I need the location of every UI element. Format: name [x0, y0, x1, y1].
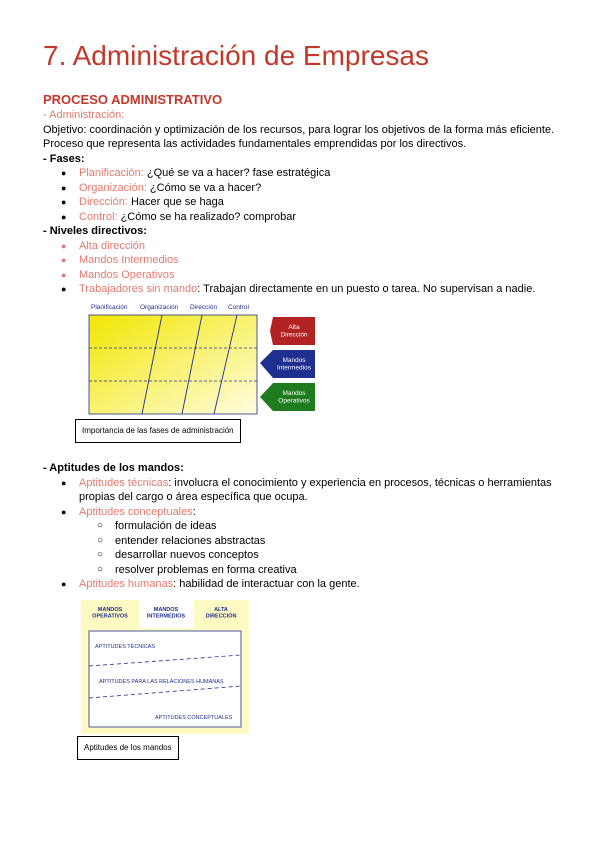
section-heading: PROCESO ADMINISTRATIVO — [43, 92, 223, 107]
fig2-column: ALTA DIRECCIÓN — [205, 606, 237, 619]
list-item: ● Trabajadores sin mando: Trabajan directamente en un puesto o tarea. No supervisan a nadie. — [79, 282, 563, 297]
list-item: ● Mandos Operativos — [79, 268, 563, 283]
niveles-list — [43, 239, 563, 297]
fig1-header: Organización — [140, 303, 179, 311]
list-item: ● Organización: ¿Cómo se va a hacer? — [79, 181, 563, 196]
fig2-column: MANDOS OPERATIVOS — [92, 606, 128, 619]
phases-diagram — [87, 301, 327, 419]
fig2-row: APTITUDES PARA LAS RELACIONES HUMANAS — [99, 678, 224, 685]
level-label: Alta Dirección — [280, 323, 308, 338]
fases-heading: - Fases: — [43, 152, 85, 165]
figure-caption: Importancia de las fases de administración — [75, 419, 241, 444]
list-item: ● Aptitudes humanas: habilidad de interactuar con la gente. — [79, 577, 563, 592]
list-item: ○ formulación de ideas — [115, 519, 563, 534]
fig1-header: Control — [228, 303, 249, 311]
niveles-heading: - Niveles directivos: — [43, 225, 147, 237]
list-item: ● Planificación: ¿Qué se va a hacer? fase estratégica — [79, 166, 563, 181]
fig1-header: Dirección — [190, 303, 218, 311]
fig2-column: MANDOS INTERMEDIOS — [146, 606, 186, 619]
aptitudes-heading: - Aptitudes de los mandos: — [43, 462, 184, 474]
aptitudes-diagram — [81, 600, 251, 734]
aptitudes-list — [43, 476, 563, 592]
list-item: ● Dirección: Hacer que se haga — [79, 195, 563, 210]
figure-caption: Aptitudes de los mandos — [77, 736, 179, 761]
list-item: ○ desarrollar nuevos conceptos — [115, 548, 563, 563]
list-item: ● Aptitudes conceptuales: ○ formulación de ideas ○ entender relaciones abstractas ○ desarrollar nuevos conceptos ○ resolver problemas en forma creativa — [79, 505, 563, 578]
admin-label: - Administración: — [43, 109, 125, 121]
fig2-row: APTITUDES CONCEPTUALES — [155, 714, 233, 721]
list-item: ● Control: ¿Cómo se ha realizado? comprobar — [79, 210, 563, 225]
list-item: ○ resolver problemas en forma creativa — [115, 563, 563, 578]
fases-list — [43, 166, 563, 224]
objective-text: Objetivo: coordinación y optimización de los recursos, para lograr los objetivos de la forma más eficiente. — [43, 123, 555, 136]
list-item: ● Aptitudes técnicas: involucra el conocimiento y experiencia en procesos, técnicas o herramientas propias del cargo o área específica que ocupa. — [79, 476, 563, 505]
page-title: 7. Administración de Empresas — [43, 40, 429, 71]
document-body — [43, 92, 563, 760]
level-label: Mandos Operativos — [278, 389, 310, 404]
aptitudes-figure — [81, 600, 251, 734]
phases-figure — [87, 301, 327, 419]
list-item: ● Alta dirección — [79, 239, 563, 254]
list-item: ● Mandos Intermedios — [79, 253, 563, 268]
fig2-row: APTITUDES TÉCNICAS — [95, 643, 156, 650]
fig1-area — [89, 315, 257, 414]
process-text: Proceso que representa las actividades fundamentales emprendidas por los directivos. — [43, 138, 467, 150]
list-item: ○ entender relaciones abstractas — [115, 534, 563, 549]
conceptuales-sublist — [79, 519, 563, 577]
fig1-header: Planificación — [91, 303, 128, 311]
level-label: Mandos Intermedios — [277, 356, 311, 371]
